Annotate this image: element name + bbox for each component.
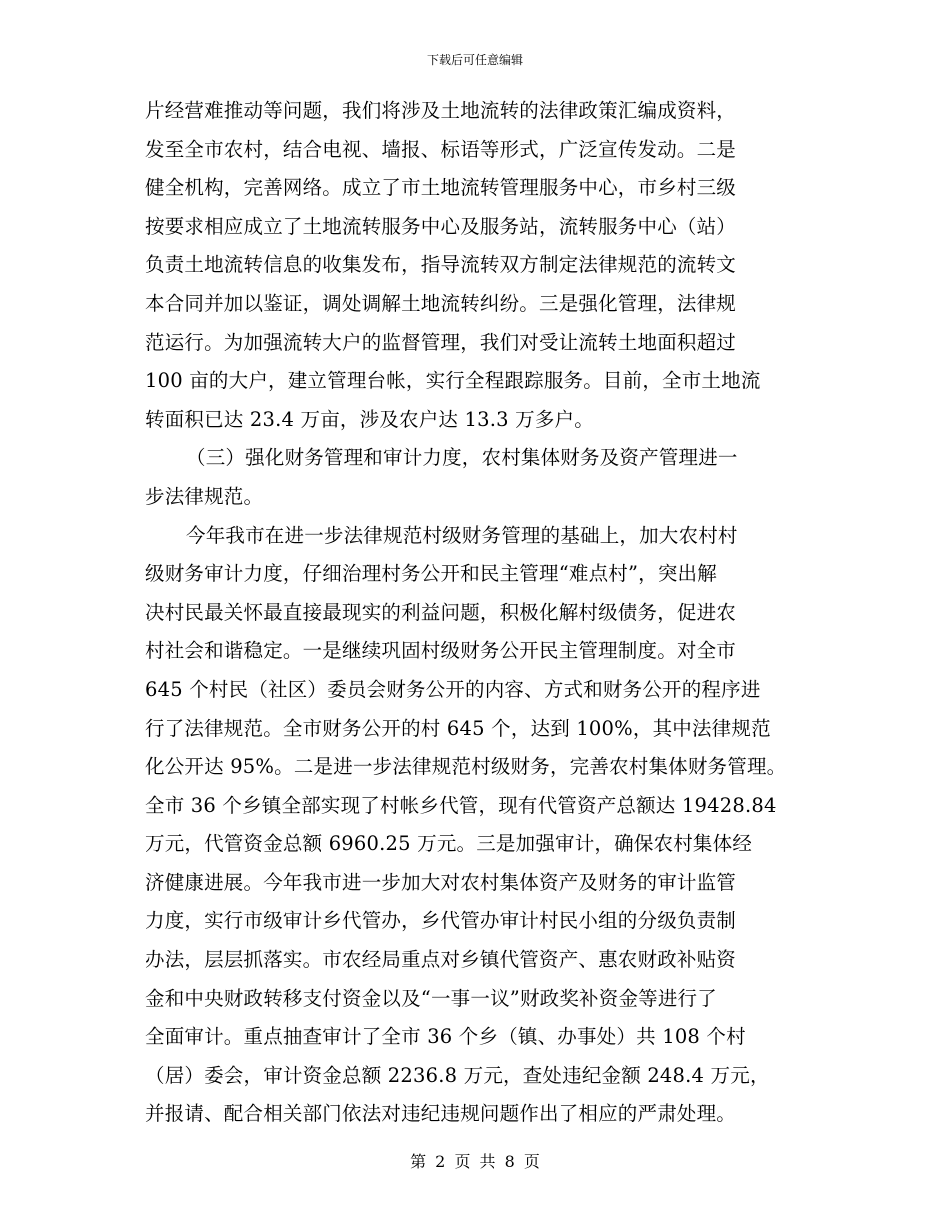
body-line: 化公开达 95%。二是进一步法律规范村级财务，完善农村集体财务管理。 <box>145 755 787 779</box>
body-line: 办法，层层抓落实。市农经局重点对乡镇代管资产、惠农财政补贴资 <box>145 948 737 972</box>
body-line: 转面积已达 23.4 万亩，涉及农户达 13.3 万多户。 <box>145 407 594 431</box>
body-line: 100 亩的大户，建立管理台帐，实行全程跟踪服务。目前，全市土地流 <box>145 369 761 393</box>
body-line: 645 个村民（社区）委员会财务公开的内容、方式和财务公开的程序进 <box>145 677 761 701</box>
page-header: 下载后可任意编辑 <box>426 53 523 67</box>
body-line: 万元，代管资金总额 6960.25 万元。三是加强审计，确保农村集体经 <box>145 832 753 856</box>
body-line: 力度，实行市级审计乡代管办，乡代管办审计村民小组的分级负责制 <box>145 909 737 933</box>
body-line: 金和中央财政转移支付资金以及“一事一议”财政奖补资金等进行了 <box>145 986 717 1010</box>
body-line: 村社会和谐稳定。一是继续巩固村级财务公开民主管理制度。对全市 <box>145 639 737 663</box>
body-line: 按要求相应成立了土地流转服务中心及服务站，流转服务中心（站） <box>145 214 737 238</box>
body-line: 发至全市农村，结合电视、墙报、标语等形式，广泛宣传发动。二是 <box>145 137 737 161</box>
page-number-footer: 第 2 页 共 8 页 <box>410 1152 540 1171</box>
body-line: 级财务审计力度，仔细治理村务公开和民主管理“难点村”，突出解 <box>145 562 717 586</box>
body-line: 济健康进展。今年我市进一步加大对农村集体资产及财务的审计监管 <box>145 870 737 894</box>
body-line: 范运行。为加强流转大户的监督管理，我们对受让流转土地面积超过 <box>145 330 737 354</box>
paragraph-first-line: 今年我市在进一步法律规范村级财务管理的基础上，加大农村村 <box>186 523 738 547</box>
body-line: 健全机构，完善网络。成立了市土地流转管理服务中心，市乡村三级 <box>145 176 737 200</box>
body-line: 行了法律规范。全市财务公开的村 645 个，达到 100%，其中法律规范 <box>145 716 771 740</box>
body-line: 全面审计。重点抽查审计了全市 36 个乡（镇、办事处）共 108 个村 <box>145 1025 746 1049</box>
body-line: 决村民最关怀最直接最现实的利益问题，积极化解村级债务，促进农 <box>145 600 737 624</box>
body-line: （居）委会，审计资金总额 2236.8 万元，查处违纪金额 248.4 万元， <box>145 1063 770 1087</box>
section-heading-line: 步法律规范。 <box>145 484 264 508</box>
body-line: 全市 36 个乡镇全部实现了村帐乡代管，现有代管资产总额达 19428.84 <box>145 793 777 817</box>
body-line: 本合同并加以鉴证，调处调解土地流转纠纷。三是强化管理，法律规 <box>145 291 737 315</box>
body-line: 片经营难推动等问题，我们将涉及土地流转的法律政策汇编成资料， <box>145 99 737 122</box>
section-heading-line: （三）强化财务管理和审计力度，农村集体财务及资产管理进一 <box>186 446 738 470</box>
body-line: 负责土地流转信息的收集发布，指导流转双方制定法律规范的流转文 <box>145 253 737 277</box>
document-body <box>145 92 805 1134</box>
body-line: 并报请、配合相关部门依法对违纪违规问题作出了相应的严肃处理。 <box>145 1102 737 1126</box>
